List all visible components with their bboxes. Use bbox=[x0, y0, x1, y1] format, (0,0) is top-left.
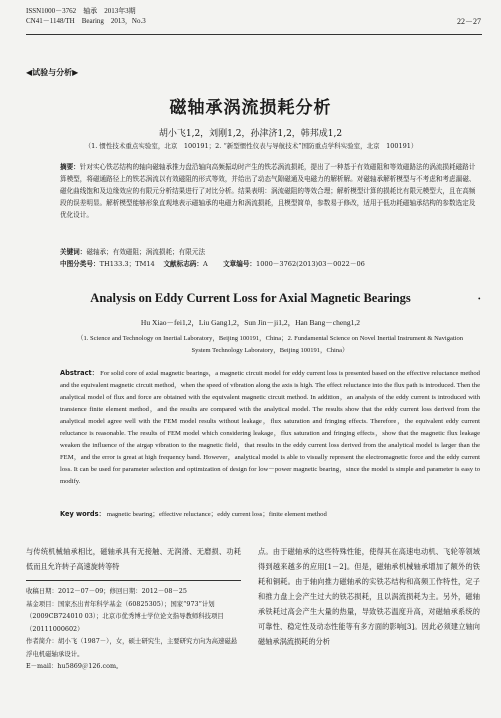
cls-value: TH133.3；TM14 bbox=[99, 260, 155, 268]
title-cn: 磁轴承涡流损耗分析 bbox=[169, 98, 332, 118]
affiliation-en: （1. Science and Technology on Inertial Laboratory，Beijing 100191，China；2. Fundamental Science on Novel Inertial Instrument & Navigation System Technology Laboratory，Beijing 100191，China） bbox=[77, 335, 463, 354]
affiliation-cn: （1. 惯性技术重点实验室，北京 100191；2. “新型惯性仪表与导航技术”国防重点学科实验室，北京 100191） bbox=[84, 142, 418, 150]
keywords-cn-text: 磁轴承；有效磁阻；涡流损耗；有限元法 bbox=[86, 248, 206, 256]
journal-name-cn: 轴承 bbox=[83, 7, 98, 15]
article-no-value: 1000－3762(2013)03－0022－06 bbox=[256, 260, 365, 268]
page-range: 22－27 bbox=[457, 17, 481, 26]
author-bio: 作者简介：胡小飞（1987－），女，硕士研究生，主要研究方向为高速磁悬浮电机磁轴承设计。 bbox=[26, 637, 238, 658]
article-no-label: 文章编号： bbox=[223, 260, 257, 268]
body-text-left: 与传统机械轴承相比，磁轴承具有无接触、无润滑、无磨损、功耗低而且允许转子高速旋转等特 bbox=[26, 547, 241, 571]
received-date: 收稿日期：2012－07－09；修回日期：2012－08－25 bbox=[26, 587, 187, 595]
abstract-en-label: Abstract： bbox=[60, 369, 99, 377]
abstract-cn bbox=[60, 161, 480, 245]
authors-en: Hu Xiao－fei1,2，Liu Gang1,2，Sun Jin－ji1,2，Han Bang－cheng1,2 bbox=[140, 318, 361, 327]
issue-cn: 2013年3期 bbox=[104, 7, 136, 15]
keywords-en-text: magnetic bearing；effective reluctance；eddy current loss；finite element method bbox=[106, 511, 327, 518]
authors-cn: 胡小飞1,2，刘刚1,2，孙津济1,2，韩邦成1,2 bbox=[158, 129, 343, 139]
page-header bbox=[0, 0, 501, 38]
keywords-cn-label: 关键词： bbox=[60, 248, 87, 256]
header-rule bbox=[26, 34, 482, 35]
abstract-en-text: For solid core of axial magnetic bearings，a magnetic circuit model for eddy current loss is presented based on the effective reluctance method and the equivalent magnetic circuit method，when the speed of vibration along the axis is high. The effect reluctance into the flux path is introduced. Then the analytical model of flux and force are obtained with the equivalent magnetic circuit method. In addition，an analysis of the eddy current is introduced with transience finite element method，and the results are compared with the analytical model. The results show that the eddy current loss derived from the analytical model agree well with the FEM model results without leakage，flux saturation and fringing effects. Therefore，the equivalent eddy current reluctance is reasonable. The results of FEM model which considering leakage，flux saturation and fringing effects，show that the magnetic flux leakage weaken the influence of the airgap vibration to the magnetic field，that results in the eddy current loss derived from the analytical model is larger than the FEM，and the error is great at high frequency band. However，analytical model is able to visually represent the electromagnetic force and the eddy current loss. It can be used for parameter selection and optimization of design for low－power magnetic bearing，since the model is simple and parameter is easy to modify. bbox=[60, 370, 480, 485]
abstract-cn-label: 摘要： bbox=[60, 163, 80, 171]
body-text-right: 点。由于磁轴承的这些特殊性能，使得其在高速电动机、飞轮等领域得到越来越多的应用[1－2]。但是，磁轴承机械轴承增加了额外的铁耗和铜耗。由于轴向推力磁轴承的实铁芯结构和高频工作特性，定子和推力盘上会产生过大的铁芯损耗，且以涡流损耗为主。另外，磁轴承铁耗过高会产生大量的热量，导致铁芯温度升高，对磁轴承系统的可靠性、稳定性及动态性能等有多方面的影响[3]。因此必须建立轴向磁轴承涡流损耗的分析 bbox=[258, 547, 480, 646]
abstract-en bbox=[60, 367, 480, 507]
issn: ISSN1000－3762 bbox=[26, 7, 77, 15]
journal-name-en: Bearing bbox=[81, 17, 104, 25]
cls-label: 中图分类号： bbox=[60, 260, 100, 268]
title-en: Analysis on Eddy Current Loss for Axial Magnetic Bearings bbox=[90, 291, 411, 305]
section-label: ◀试验与分析▶ bbox=[26, 68, 79, 77]
keywords-cn bbox=[60, 246, 480, 258]
cn-number: CN41－1148/TH bbox=[26, 17, 75, 25]
footnote-rule bbox=[26, 580, 241, 581]
issue-en: 2013，No.3 bbox=[110, 17, 146, 25]
keywords-en-label: Key words： bbox=[60, 510, 106, 518]
journal-info bbox=[26, 6, 146, 26]
classification-line bbox=[60, 258, 480, 270]
doc-code-value: A bbox=[203, 260, 208, 268]
footnotes bbox=[26, 585, 241, 673]
abstract-cn-text: 针对实心铁芯结构的轴向磁轴承推力盘沿轴向高频振动时产生的铁芯涡流损耗，提出了一种基于有效磁阻和等效磁路法的涡流损耗磁路计算模型，将磁通路径上的铁芯涡流以有效磁阻的形式等效，并给出了动态气隙磁通及电磁力的解析解。对磁轴承解析模型与不考虑和考虑漏磁、磁化曲线饱和及边缘效应的有限元分析结果进行了对比分析。结果表明：涡流磁阻的等效合理；解析模型计算的损耗比有限元模型大，且在高频段的误差明显。解析模型能够形象直观地表示磁轴承的电磁力和涡流损耗，且模型简单，参数易于修改，适用于低功耗磁轴承结构的参数选定及优化设计。 bbox=[60, 163, 476, 219]
mark-dot: • bbox=[477, 296, 481, 303]
author-email: E－mail：hu5869＠126.com。 bbox=[26, 662, 123, 670]
fund-info: 基金项目：国家杰出青年科学基金（60825305）；国家“973”计划（2009CB724010 03）；北京市优秀博士学位论文指导教师科技项目（20111000602） bbox=[26, 599, 224, 633]
keywords-en bbox=[60, 508, 480, 518]
doc-code-label: 文献标志码： bbox=[163, 260, 203, 268]
